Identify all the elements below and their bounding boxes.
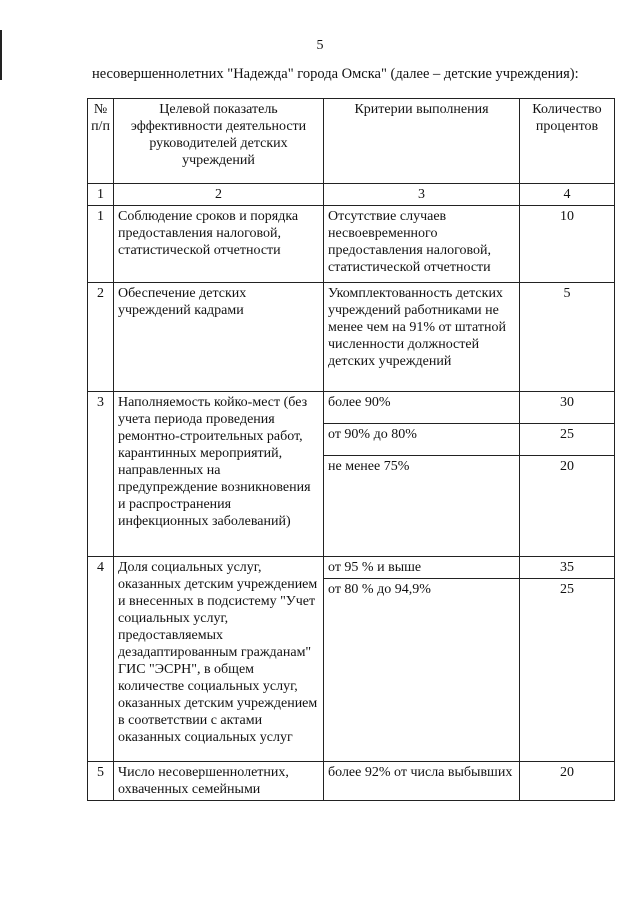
column-index-row [88, 184, 615, 206]
column-index-cell: 3 [324, 184, 520, 206]
row-percent: 20 [520, 762, 615, 801]
row-percent: 25 [520, 424, 615, 456]
table-row [88, 557, 615, 579]
row-criteria: от 80 % до 94,9% [324, 579, 520, 762]
row-criteria: более 90% [324, 392, 520, 424]
row-number: 3 [88, 392, 114, 557]
row-percent: 35 [520, 557, 615, 579]
table-row [88, 206, 615, 283]
row-criteria: от 90% до 80% [324, 424, 520, 456]
row-criteria: Укомплектованность детских учреждений работниками не менее чем на 91% от штатной численности должностей детских учреждений [324, 283, 520, 392]
table-row [88, 392, 615, 424]
table-row [88, 762, 615, 801]
row-percent: 30 [520, 392, 615, 424]
row-indicator: Обеспечение детских учреждений кадрами [114, 283, 324, 392]
row-percent: 10 [520, 206, 615, 283]
column-index-cell: 1 [88, 184, 114, 206]
row-criteria: Отсутствие случаев несвоевременного предоставления налоговой, статистической отчетности [324, 206, 520, 283]
table-header-row [88, 99, 615, 184]
row-indicator: Доля социальных услуг, оказанных детским учреждением и внесенных в подсистему "Учет социальных услуг, предоставляемых дезадаптированным гражданам" ГИС "ЭСРН", в общем количестве социальных услуг, оказанных детским учреждением в соответствии с актами оказанных социальных услуг [114, 557, 324, 762]
criteria-table [87, 98, 615, 801]
row-indicator: Число несовершеннолетних, охваченных семейными [114, 762, 324, 801]
row-criteria: не менее 75% [324, 456, 520, 557]
row-indicator: Наполняемость койко-мест (без учета периода проведения ремонтно-строительных работ, карантинных мероприятий, направленных на предупреждение возникновения и распространения инфекционных заболеваний) [114, 392, 324, 557]
column-index-cell: 4 [520, 184, 615, 206]
row-number: 5 [88, 762, 114, 801]
row-number: 4 [88, 557, 114, 762]
table-row [88, 283, 615, 392]
header-num: № п/п [88, 99, 114, 184]
intro-text: несовершеннолетних "Надежда" города Омска" (далее – детские учреждения): [92, 66, 579, 82]
column-index-cell: 2 [114, 184, 324, 206]
row-percent: 5 [520, 283, 615, 392]
row-criteria: от 95 % и выше [324, 557, 520, 579]
header-criteria: Критерии выполнения [324, 99, 520, 184]
row-number: 2 [88, 283, 114, 392]
row-criteria: более 92% от числа выбывших [324, 762, 520, 801]
row-percent: 25 [520, 579, 615, 762]
page-number: 5 [316, 38, 324, 53]
row-indicator: Соблюдение сроков и порядка предоставления налоговой, статистической отчетности [114, 206, 324, 283]
row-number: 1 [88, 206, 114, 283]
row-percent: 20 [520, 456, 615, 557]
header-indicator: Целевой показатель эффективности деятельности руководителей детских учреждений [114, 99, 324, 184]
header-percent: Количество процентов [520, 99, 615, 184]
